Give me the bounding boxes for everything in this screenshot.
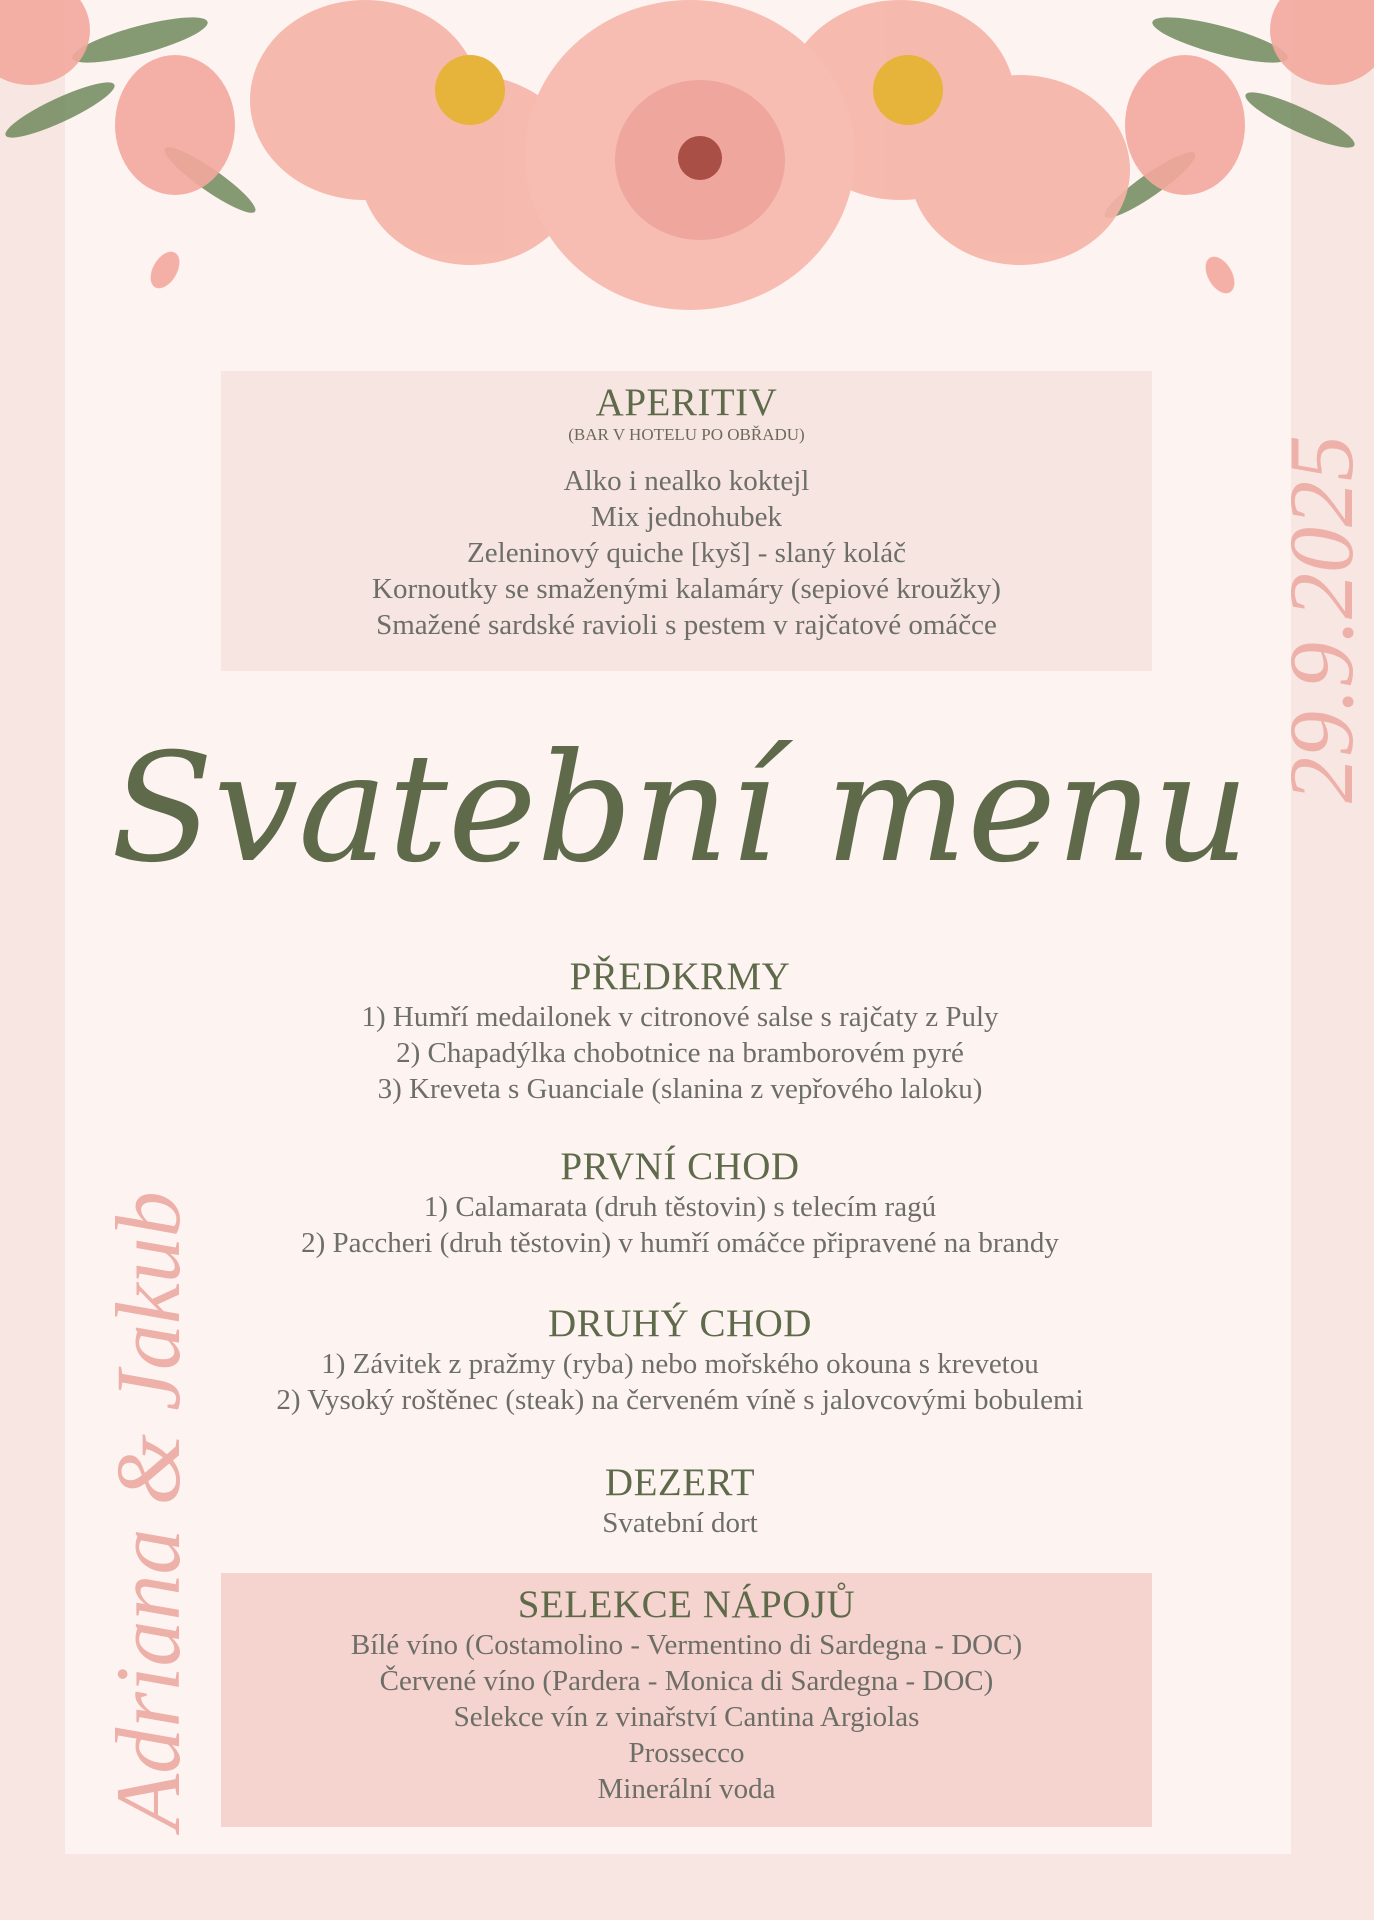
menu-title xyxy=(110,680,1250,940)
list-item: Alko i nealko koktejl xyxy=(563,465,810,497)
couple-names: Adriana & Jakub xyxy=(97,1191,199,1830)
list-item: Minerální voda xyxy=(597,1773,776,1805)
list-item: Zeleninový quiche [kyš] - slaný koláč xyxy=(467,537,906,569)
list-item: 1) Calamarata (druh těstovin) s telecím ragú xyxy=(423,1191,937,1223)
druhy-chod-section xyxy=(180,1302,1180,1418)
prvni-chod-heading: PRVNÍ CHOD xyxy=(560,1145,800,1188)
list-item: Kornoutky se smaženými kalamáry (sepiové kroužky) xyxy=(372,573,1001,605)
prvni-chod-section xyxy=(180,1145,1180,1261)
napoje-heading: SELEKCE NÁPOJŮ xyxy=(517,1583,856,1626)
dezert-heading: DEZERT xyxy=(604,1461,756,1504)
list-item: Prossecco xyxy=(628,1737,745,1769)
list-item: Bílé víno (Costamolino - Vermentino di Sardegna - DOC) xyxy=(350,1629,1023,1661)
predkrmy-heading: PŘEDKRMY xyxy=(569,955,791,998)
predkrmy-section xyxy=(180,955,1180,1107)
menu-title-text: Svatební menu xyxy=(110,722,1250,896)
list-item: 2) Vysoký roštěnec (steak) na červeném víně s jalovcovými bobulemi xyxy=(276,1384,1084,1416)
list-item: 2) Chapadýlka chobotnice na bramborovém pyré xyxy=(396,1037,964,1069)
list-item: Svatební dort xyxy=(602,1507,758,1539)
floral-header-illustration xyxy=(0,0,1357,345)
list-item: 2) Paccheri (druh těstovin) v humří omáčce připravené na brandy xyxy=(301,1227,1059,1259)
druhy-chod-heading: DRUHÝ CHOD xyxy=(548,1302,812,1345)
aperitiv-note: (BAR V HOTELU PO OBŘADU) xyxy=(568,425,805,444)
list-item: Smažené sardské ravioli s pestem v rajčatové omáčce xyxy=(376,609,997,641)
list-item: 1) Humří medailonek v citronové salse s rajčaty z Puly xyxy=(361,1001,999,1033)
list-item: 1) Závitek z pražmy (ryba) nebo mořského okouna s krevetou xyxy=(321,1348,1039,1380)
aperitiv-section xyxy=(221,371,1152,671)
list-item: 3) Kreveta s Guanciale (slanina z vepřového laloku) xyxy=(377,1073,983,1105)
dezert-section xyxy=(180,1461,1180,1541)
wedding-date: 29.9.2025 xyxy=(1270,435,1372,803)
napoje-section xyxy=(221,1573,1152,1827)
list-item: Červené víno (Pardera - Monica di Sardegna - DOC) xyxy=(379,1665,994,1697)
aperitiv-heading: APERITIV xyxy=(595,381,778,424)
list-item: Selekce vín z vinařství Cantina Argiolas xyxy=(453,1701,920,1733)
list-item: Mix jednohubek xyxy=(591,501,782,533)
